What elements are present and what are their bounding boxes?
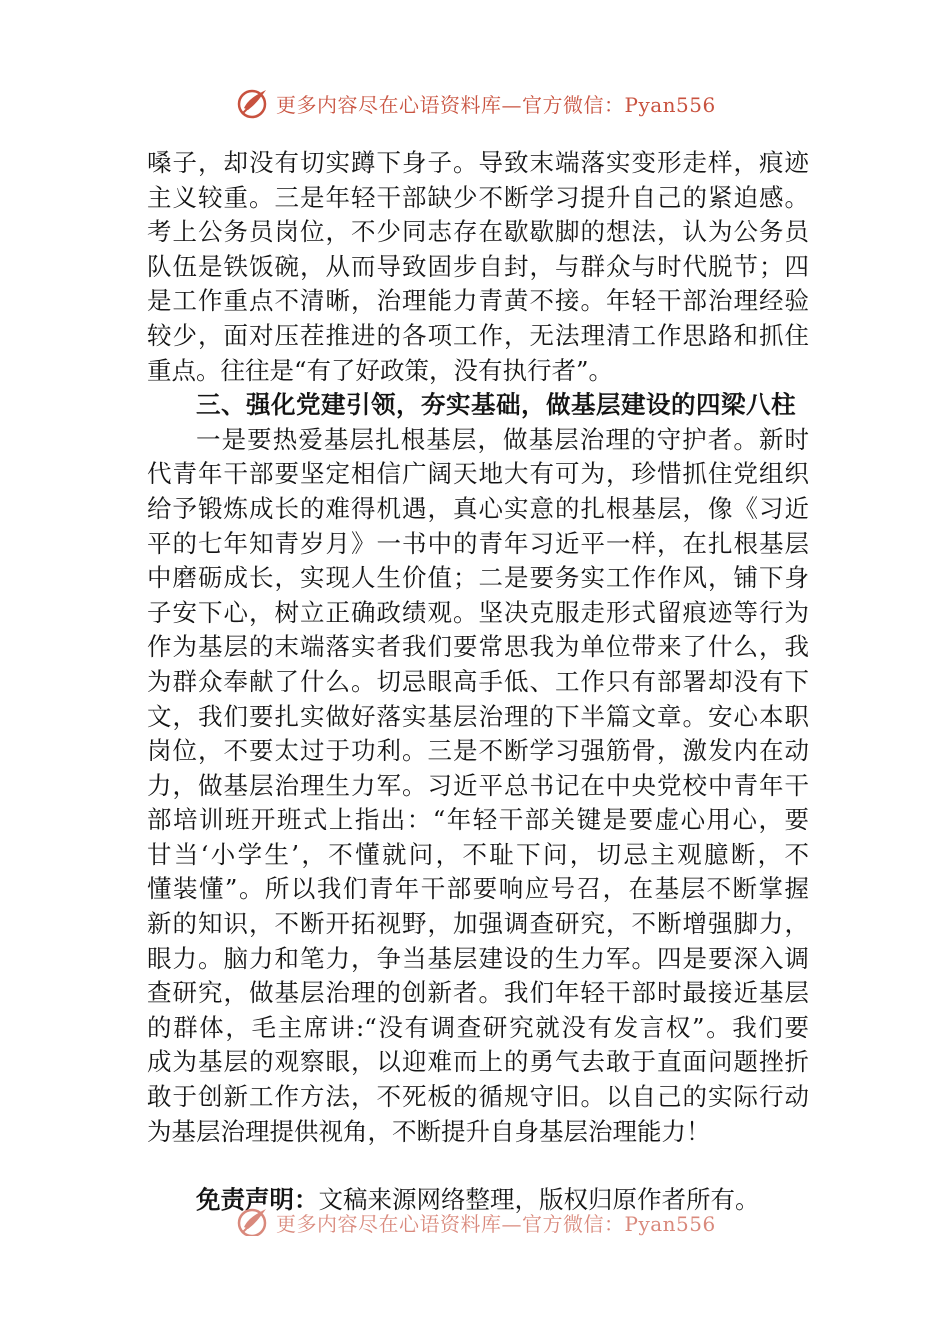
body-line: 力，做基层治理生力军。习近平总书记在中央党校中青年干 <box>147 770 809 800</box>
body-line: 主义较重。三是年轻干部缺少不断学习提升自己的紧迫感。 <box>147 182 809 212</box>
body-line: 考上公务员岗位，不少同志存在歇歇脚的想法，认为公务员 <box>147 217 809 247</box>
disclaimer-text: 文稿来源网络整理，版权归原作者所有。 <box>318 1185 760 1214</box>
footer-watermark <box>236 1208 716 1236</box>
body-line: 岗位，不要太过于功利。三是不断学习强筋骨，激发内在动 <box>147 736 809 766</box>
body-line: 作为基层的末端落实者我们要常思我为单位带来了什么，我 <box>147 632 809 662</box>
header-watermark <box>236 84 716 122</box>
body-line: 成为基层的观察眼，以迎难而上的勇气去敢于直面问题挫折 <box>147 1047 809 1077</box>
section-heading: 三、强化党建引领，夯实基础，做基层建设的四梁八柱 <box>196 390 796 420</box>
body-line: 为群众奉献了什么。切忌眼高手低、工作只有部署却没有下 <box>147 666 809 696</box>
document-body <box>147 146 809 1149</box>
body-line: 眼力。脑力和笔力，争当基层建设的生力军。四是要深入调 <box>147 943 809 973</box>
body-line: 平的七年知青岁月》一书中的青年习近平一样，在扎根基层 <box>147 528 809 558</box>
disclaimer-label: 免责声明： <box>196 1185 319 1214</box>
body-line: 嗓子，却没有切实蹲下身子。导致末端落实变形走样，痕迹 <box>147 148 809 177</box>
body-line: 甘当‘小学生’，不懂就问，不耻下问，切忌主观臆断，不 <box>147 839 809 869</box>
pen-logo-icon <box>236 86 272 120</box>
body-line: 是工作重点不清晰，治理能力青黄不接。年轻干部治理经验 <box>147 286 809 316</box>
body-line: 中磨砺成长，实现人生价值；二是要务实工作作风，铺下身 <box>147 563 809 593</box>
body-line: 敢于创新工作方法，不死板的循规守旧。以自己的实际行动 <box>147 1082 809 1112</box>
body-line: 队伍是铁饭碗，从而导致固步自封，与群众与时代脱节；四 <box>147 251 809 281</box>
body-line: 代青年干部要坚定相信广阔天地大有可为，珍惜抓住党组织 <box>147 459 809 489</box>
body-line: 较少，面对压茬推进的各项工作，无法理清工作思路和抓住 <box>147 320 809 350</box>
body-line: 重点。往往是“有了好政策，没有执行者”。 <box>147 355 614 385</box>
body-line: 新的知识，不断开拓视野，加强调查研究，不断增强脚力， <box>147 909 809 939</box>
header-watermark-text: 更多内容尽在心语资料库—官方微信：Pyan556 <box>276 92 716 117</box>
body-line: 查研究，做基层治理的创新者。我们年轻干部时最接近基层 <box>147 978 809 1008</box>
body-line: 的群体，毛主席讲:“没有调查研究就没有发言权”。我们要 <box>147 1012 809 1042</box>
body-line: 文，我们要扎实做好落实基层治理的下半篇文章。安心本职 <box>147 701 809 731</box>
body-line: 子安下心，树立正确政绩观。坚决克服走形式留痕迹等行为 <box>147 597 809 627</box>
body-line: 给予锻炼成长的难得机遇，真心实意的扎根基层，像《习近 <box>147 493 809 523</box>
pen-logo-icon <box>236 1208 272 1236</box>
body-line: 为基层治理提供视角，不断提升自身基层治理能力！ <box>147 1116 711 1146</box>
footer-watermark-text: 更多内容尽在心语资料库—官方微信：Pyan556 <box>276 1211 716 1236</box>
body-line: 懂装懂”。所以我们青年干部要响应号召，在基层不断掌握 <box>147 874 809 904</box>
body-line: 部培训班开班式上指出：“年轻干部关键是要虚心用心，要 <box>147 805 809 835</box>
body-line: 一是要热爱基层扎根基层，做基层治理的守护者。新时 <box>196 424 809 454</box>
